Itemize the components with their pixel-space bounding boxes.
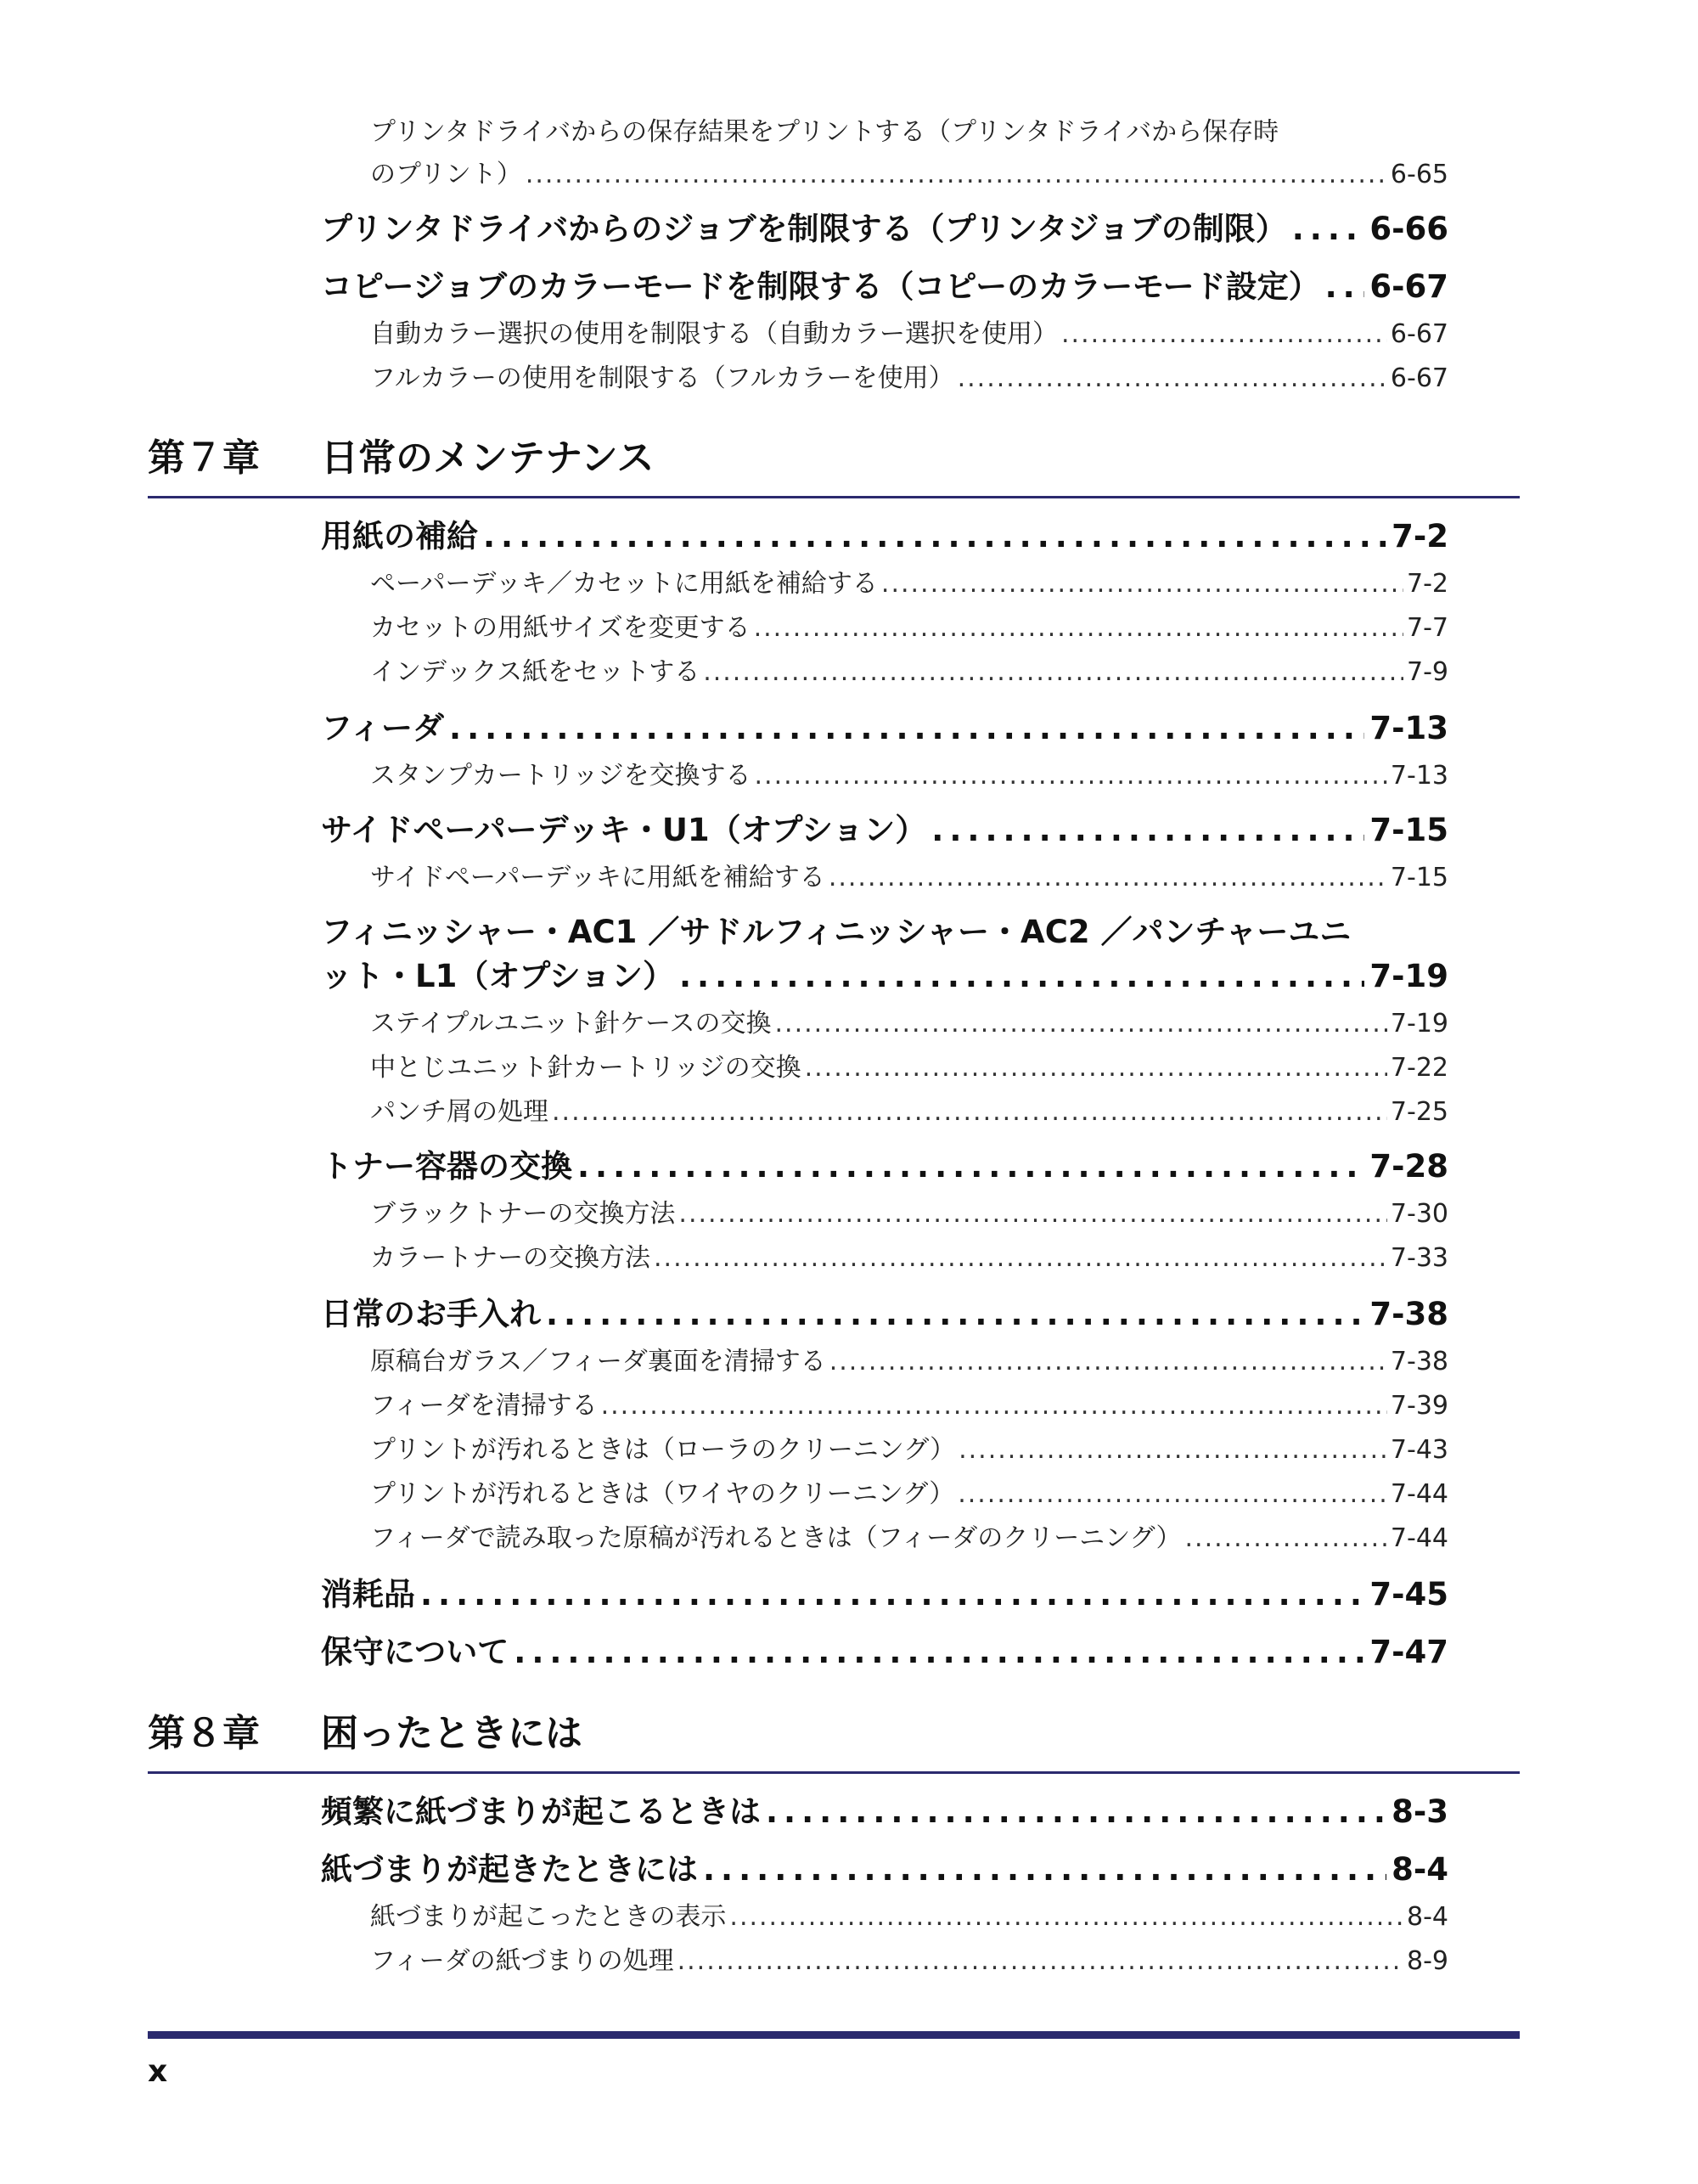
toc-subentry[interactable]: [370, 1478, 1448, 1511]
toc-subentry-title: フィーダで読み取った原稿が汚れるときは（フィーダのクリーニング）: [370, 1523, 1182, 1553]
toc-page-number: 7-9: [1407, 657, 1448, 687]
chapter-number: 第７章: [148, 436, 260, 480]
toc-section-title: ット・L1（オプション）: [321, 958, 674, 994]
leader-dots: [449, 708, 1364, 749]
toc-page-number: 7-44: [1390, 1479, 1448, 1509]
toc-section[interactable]: [321, 1792, 1448, 1832]
toc-subentry[interactable]: [370, 1522, 1448, 1556]
leader-dots: [679, 956, 1364, 997]
leader-dots: [526, 158, 1387, 192]
leader-dots: [775, 1007, 1387, 1041]
toc-page-number: 8-4: [1407, 1902, 1448, 1932]
toc-subentry[interactable]: [370, 1389, 1448, 1423]
toc-page-number: 6-67: [1390, 319, 1448, 349]
leader-dots: [420, 1574, 1364, 1615]
leader-dots: [678, 1945, 1403, 1979]
toc-section[interactable]: [321, 1294, 1448, 1335]
toc-section[interactable]: [321, 1632, 1448, 1673]
footer-rule: [148, 2031, 1520, 2039]
leader-dots: [729, 1900, 1403, 1934]
toc-subentry[interactable]: [370, 1241, 1448, 1275]
toc-section-title: 消耗品: [321, 1576, 415, 1613]
leader-dots: [703, 656, 1403, 690]
toc-section-title: プリンタドライバからのジョブを制限する（プリンタジョブの制限）: [321, 211, 1287, 247]
toc-section-title: コピージョブのカラーモードを制限する（コピーのカラーモード設定）: [321, 268, 1320, 305]
toc-section-title: 頻繁に紙づまりが起こるときは: [321, 1793, 761, 1830]
toc-page-number: 7-28: [1369, 1148, 1448, 1185]
leader-dots: [577, 1146, 1364, 1187]
toc-subentry[interactable]: [370, 1945, 1448, 1979]
toc-section-title: 日常のお手入れ: [321, 1296, 541, 1332]
toc-subentry-title: ブラックトナーの交換方法: [370, 1199, 676, 1229]
leader-dots: [931, 810, 1364, 851]
toc-page-number: 7-25: [1390, 1097, 1448, 1127]
toc-section[interactable]: [321, 516, 1448, 557]
toc-section[interactable]: [321, 1146, 1448, 1187]
toc-subentry-title: プリントが汚れるときは（ローラのクリーニング）: [370, 1435, 956, 1465]
toc-page-number: 7-47: [1369, 1634, 1448, 1670]
toc-section-title: フィーダ: [321, 710, 445, 746]
leader-dots: [601, 1389, 1387, 1423]
leader-dots: [754, 611, 1403, 645]
toc-section-title: 紙づまりが起きたときには: [321, 1851, 698, 1888]
chapter-rule: [148, 1771, 1520, 1774]
toc-page-number: 7-15: [1390, 863, 1448, 892]
toc-section-title: 用紙の補給: [321, 518, 478, 554]
toc-page-number: 7-43: [1390, 1435, 1448, 1465]
toc-subentry[interactable]: [370, 1900, 1448, 1934]
toc-page-number: 7-15: [1369, 812, 1448, 848]
toc-subentry[interactable]: [370, 759, 1448, 793]
leader-dots: [959, 1433, 1387, 1467]
toc-subentry-title: 自動カラー選択の使用を制限する（自動カラー選択を使用）: [370, 319, 1058, 349]
toc-section[interactable]: [321, 956, 1448, 997]
toc-page-number: 7-13: [1390, 761, 1448, 791]
toc-subentry-title: ペーパーデッキ／カセットに用紙を補給する: [370, 569, 878, 599]
toc-subentry-title: のプリント）: [370, 160, 522, 189]
toc-subentry-title: フィーダの紙づまりの処理: [370, 1946, 674, 1976]
leader-dots: [703, 1849, 1386, 1890]
toc-page-number: 7-39: [1390, 1391, 1448, 1421]
toc-subentry-title: プリントが汚れるときは（ワイヤのクリーニング）: [370, 1479, 955, 1509]
toc-section[interactable]: [321, 1574, 1448, 1615]
toc-subentry-title: 紙づまりが起こったときの表示: [370, 1902, 727, 1932]
toc-page-number: 7-33: [1390, 1243, 1448, 1273]
leader-dots: [678, 1197, 1387, 1231]
toc-page-number: 6-67: [1390, 363, 1448, 393]
leader-dots: [1292, 209, 1365, 250]
toc-page-number: 8-4: [1392, 1851, 1448, 1888]
toc-page-number: 7-2: [1392, 518, 1448, 554]
toc-subentry[interactable]: [370, 656, 1448, 690]
toc-subentry[interactable]: [370, 861, 1448, 895]
leader-dots: [552, 1095, 1387, 1129]
leader-dots: [958, 362, 1387, 396]
leader-dots: [881, 567, 1403, 601]
toc-section[interactable]: [321, 810, 1448, 851]
toc-page-number: 7-45: [1369, 1576, 1448, 1613]
toc-subentry[interactable]: [370, 318, 1448, 352]
toc-page-number: 6-67: [1369, 268, 1448, 305]
toc-section-title: トナー容器の交換: [321, 1148, 572, 1185]
toc-page-number: 7-30: [1390, 1199, 1448, 1229]
toc-subentry-title: スタンプカートリッジを交換する: [370, 761, 751, 791]
leader-dots: [654, 1241, 1387, 1275]
leader-dots: [958, 1478, 1387, 1511]
toc-section[interactable]: [321, 209, 1448, 250]
toc-page-number: 7-2: [1407, 569, 1448, 599]
toc-subentry-title: 原稿台ガラス／フィーダ裏面を清掃する: [370, 1347, 826, 1376]
toc-subentry-continued-line1: プリンタドライバからの保存結果をプリントする（プリンタドライバから保存時: [370, 117, 1279, 147]
leader-dots: [829, 1345, 1387, 1379]
leader-dots: [755, 759, 1387, 793]
toc-subentry[interactable]: [370, 1197, 1448, 1231]
toc-page-number: 8-3: [1392, 1793, 1448, 1830]
toc-subentry-title: フィーダを清掃する: [370, 1391, 598, 1421]
leader-dots: [766, 1792, 1386, 1832]
toc-section-title: 保守について: [321, 1634, 509, 1670]
toc-page-number: 8-9: [1407, 1946, 1448, 1976]
leader-dots: [483, 516, 1386, 557]
toc-section-title: サイドペーパーデッキ・U1（オプション）: [321, 812, 927, 848]
toc-subentry[interactable]: [370, 567, 1448, 601]
toc-page-number: 7-19: [1390, 1009, 1448, 1039]
toc-subentry-continued[interactable]: [370, 158, 1448, 192]
leader-dots: [805, 1051, 1387, 1085]
toc-page-number: 7-19: [1369, 958, 1448, 994]
leader-dots: [1061, 318, 1387, 352]
toc-subentry[interactable]: [370, 1433, 1448, 1467]
toc-subentry-title: インデックス紙をセットする: [370, 657, 700, 687]
toc-subentry-title: サイドペーパーデッキに用紙を補給する: [370, 863, 825, 892]
toc-page-number: 7-7: [1407, 613, 1448, 643]
toc-subentry-title: カセットの用紙サイズを変更する: [370, 613, 751, 643]
toc-subentry[interactable]: [370, 1095, 1448, 1129]
chapter-rule: [148, 496, 1520, 498]
toc-subentry-title: 中とじユニット針カートリッジの交換: [370, 1053, 801, 1083]
toc-page-number: 7-38: [1390, 1347, 1448, 1376]
toc-subentry-title: カラートナーの交換方法: [370, 1243, 650, 1273]
toc-page-number: 7-38: [1369, 1296, 1448, 1332]
toc-subentry[interactable]: [370, 611, 1448, 645]
toc-subentry-title: フルカラーの使用を制限する（フルカラーを使用）: [370, 363, 954, 393]
toc-subentry[interactable]: [370, 1345, 1448, 1379]
toc-section[interactable]: [321, 708, 1448, 749]
toc-subentry-title: パンチ屑の処理: [370, 1097, 548, 1127]
toc-subentry[interactable]: [370, 1007, 1448, 1041]
leader-dots: [829, 861, 1387, 895]
toc-page-number: 7-44: [1390, 1523, 1448, 1553]
toc-section[interactable]: [321, 1849, 1448, 1890]
toc-section[interactable]: [321, 267, 1448, 307]
leader-dots: [1185, 1522, 1387, 1556]
leader-dots: [546, 1294, 1364, 1335]
chapter-number: 第８章: [148, 1712, 260, 1755]
toc-page-number: 7-22: [1390, 1053, 1448, 1083]
chapter-title[interactable]: 困ったときには: [321, 1712, 582, 1755]
toc-subentry-title: ステイプルユニット針ケースの交換: [370, 1009, 772, 1039]
leader-dots: [514, 1632, 1364, 1673]
leader-dots: [1325, 267, 1365, 307]
toc-subentry[interactable]: [370, 1051, 1448, 1085]
toc-page-number: 7-13: [1369, 710, 1448, 746]
page-number: x: [148, 2054, 168, 2089]
toc-section-title-line1: フィニッシャー・AC1 ／サドルフィニッシャー・AC2 ／パンチャーユニ: [321, 914, 1352, 950]
chapter-title[interactable]: 日常のメンテナンス: [321, 436, 655, 480]
toc-subentry[interactable]: [370, 362, 1448, 396]
toc-page-number: 6-65: [1390, 160, 1448, 189]
toc-page-number: 6-66: [1369, 211, 1448, 247]
